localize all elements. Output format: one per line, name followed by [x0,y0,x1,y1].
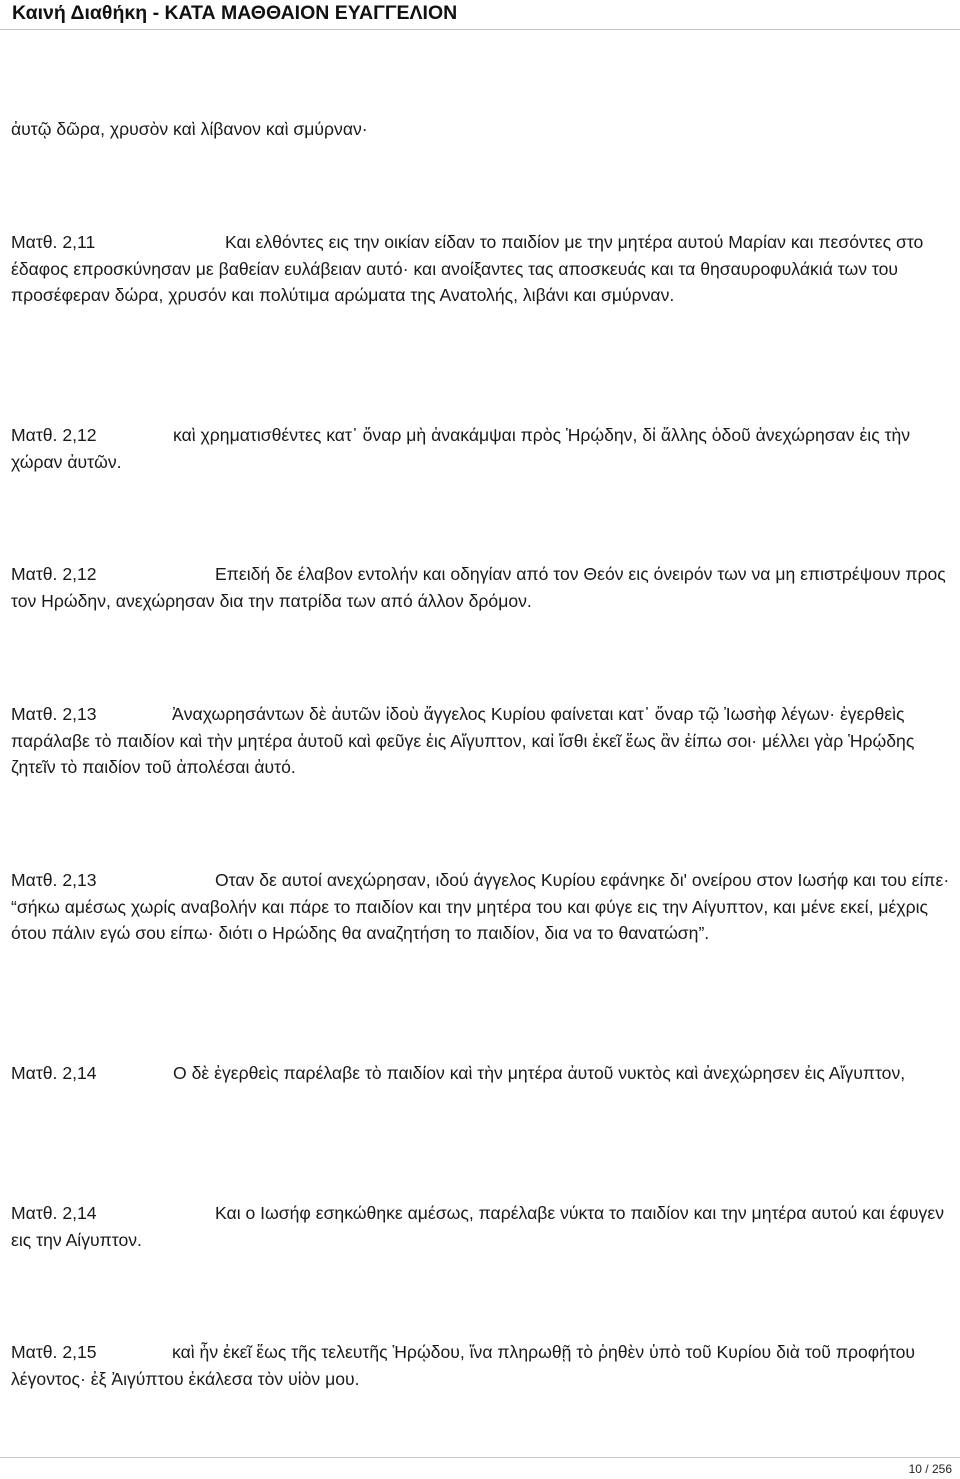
verse-paragraph [11,422,951,475]
verse-paragraph [11,229,951,309]
verse-reference: Ματθ. 2,15 [11,1342,97,1362]
verse-reference: Ματθ. 2,13 [11,870,97,890]
footer-divider [0,1457,960,1458]
page-number: 10 / 256 [908,1462,952,1476]
verse-text: Ἀναχωρησάντων δὲ ἀυτῶν ἰδοὺ ἄγγελος Κυρίου φαίνεται κατ᾽ ὄναρ τῷ Ἰωσὴφ λέγων· ἐγερθεὶς παράλαβε τὸ παιδίον καὶ τὴν μητέρα ἀυτοῦ καὶ φεῦγε ἐις Αἴγυπτον, καἰ ἴσθι ἐκεῖ ἕως ἂν ἐίπω σοι· μέλλει γὰρ Ἡρῴδης ζητεῖν τὸ παιδίον τοῦ ἀπολέσαι ἀυτό. [11,704,915,778]
verse-text: Οταν δε αυτοί ανεχώρησαν, ιδού άγγελος Κυρίου εφάνηκε δι' ονείρου στον Ιωσήφ και του είπε· “σήκω αμέσως χωρίς αναβολήν και πάρε το παιδίον και την μητέρα του και φύγε εις την Αίγυπτον, και μένε εκεί, μέχρις ότου πάλιν εγώ σου είπω· διότι ο Ηρώδης θα αναζητήση το παιδίον, δια να το θανατώση”. [11,870,950,944]
verse-paragraph [11,561,951,614]
verse-reference: Ματθ. 2,12 [11,564,97,584]
header-divider [0,29,960,30]
verse-text: Ο δὲ ἐγερθεὶς παρέλαβε τὸ παιδίον καὶ τὴν μητέρα ἀυτοῦ νυκτὸς καὶ ἀνεχώρησεν ἐις Αἴγυπτον, [173,1063,906,1083]
verse-text: Επειδή δε έλαβον εντολήν και οδηγίαν από τον Θεόν εις όνειρόν των να μη επιστρέψουν προς τον Ηρώδην, ανεχώρησαν δια την πατρίδα των από άλλον δρόμον. [11,564,946,611]
verse-paragraph [11,1339,951,1392]
verse-reference: Ματθ. 2,14 [11,1063,97,1083]
verse-reference: Ματθ. 2,11 [11,232,96,252]
verse-text: καὶ χρηματισθέντες κατ᾽ ὄναρ μὴ ἀνακάμψαι πρὸς Ἡρῴδην, δἰ ἄλλης ὁδοῦ ἀνεχώρησαν ἐις τὴν χώραν ἀυτῶν. [11,425,911,472]
verse-text: καὶ ἦν ἐκεῖ ἕως τῆς τελευτῆς Ἡρῴδου, ἵνα πληρωθῇ τὸ ῥηθὲν ὑπὸ τοῦ Κυρίου διὰ τοῦ προφήτου λέγοντος· ἐξ Ἀιγύπτου ἐκάλεσα τὸν υἱὸν μου. [11,1342,916,1389]
verse-reference: Ματθ. 2,12 [11,425,97,445]
verse-text: ἀυτῷ δῶρα, χρυσὸν καὶ λίβανον καὶ σμύρναν· [11,119,368,139]
verse-reference: Ματθ. 2,13 [11,704,97,724]
verse-paragraph [11,701,951,781]
verse-text: Και ελθόντες εις την οικίαν είδαν το παιδίον με την μητέρα αυτού Μαρίαν και πεσόντες στο έδαφος επροσκύνησαν με βαθείαν ευλάβειαν αυτό· και ανοίξαντες τας αποσκευάς και τα θησαυροφυλάκιά των του προσέφεραν δώρα, χρυσόν και πολύτιμα αρώματα της Ανατολής, λιβάνι και σμύρναν. [11,232,924,306]
verse-text: Και ο Ιωσήφ εσηκώθηκε αμέσως, παρέλαβε νύκτα το παιδίον και την μητέρα αυτού και έφυγεν εις την Αίγυπτον. [11,1203,944,1250]
verse-paragraph [11,867,951,947]
document-title: Καινή Διαθήκη - ΚΑΤΑ ΜΑΘΘΑΙΟΝ ΕΥΑΓΓΕΛΙΟΝ [12,2,458,24]
verse-paragraph [11,1060,951,1087]
verse-reference: Ματθ. 2,14 [11,1203,97,1223]
verse-paragraph [11,1200,951,1253]
verse-paragraph [11,116,951,143]
